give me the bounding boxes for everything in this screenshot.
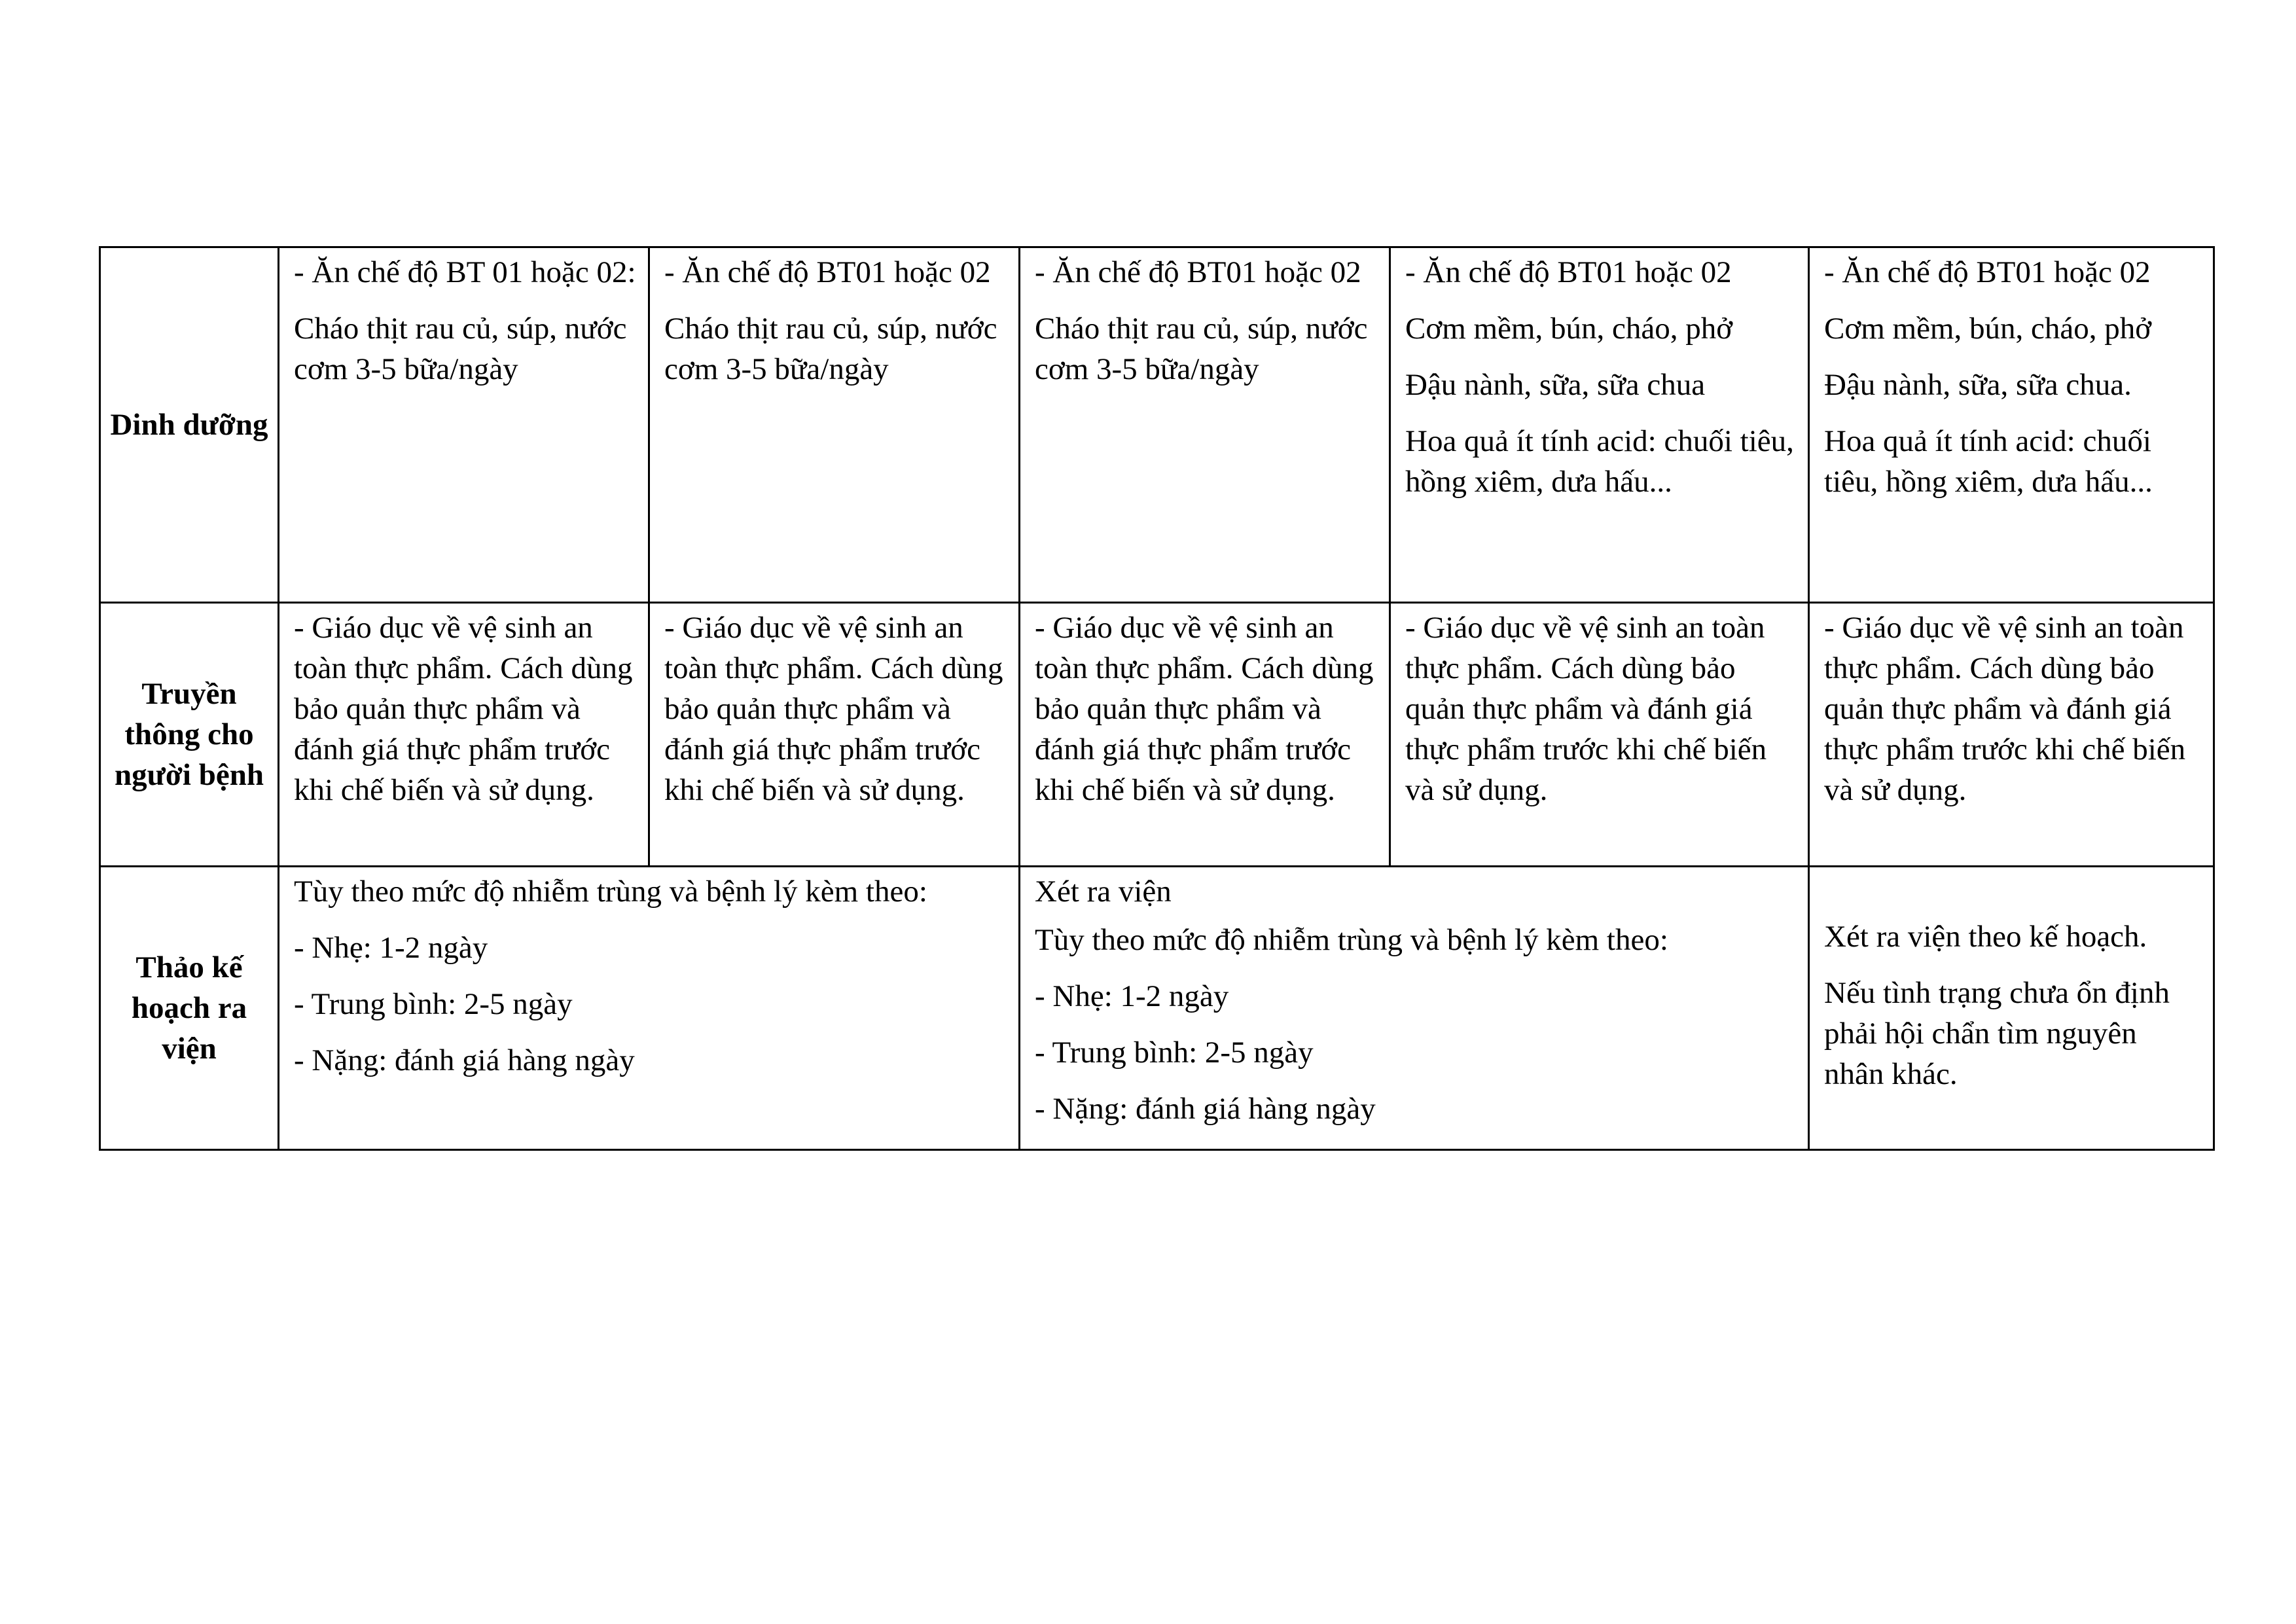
cell-paragraph: - Trung bình: 2-5 ngày [294, 987, 573, 1021]
cell-paragraph: - Nặng: đánh giá hàng ngày [1035, 1092, 1376, 1126]
communication-cell-3: - Giáo dục về vệ sinh an toàn thực phẩm. Cách dùng bảo quản thực phẩm và đánh giá thực phẩm trước khi chế biến và sử dụng. [1020, 603, 1390, 867]
table-row-communication [100, 603, 2214, 867]
cell-paragraph: Tùy theo mức độ nhiễm trùng và bệnh lý kèm theo: [294, 875, 927, 909]
cell-paragraph: Xét ra viện theo kế hoạch. [1824, 920, 2147, 954]
nutrition-cell-3 [1020, 247, 1390, 603]
row-header-communication: Truyền thông cho người bệnh [100, 603, 279, 867]
cell-paragraph: Cơm mềm, bún, cháo, phở [1405, 312, 1733, 346]
cell-paragraph: - Nhẹ: 1-2 ngày [294, 931, 488, 965]
cell-paragraph: Nếu tình trạng chưa ổn định phải hội chẩn tìm nguyên nhân khác. [1824, 976, 2170, 1091]
cell-paragraph: - Ăn chế độ BT01 hoặc 02 [1824, 255, 2151, 289]
table-row-discharge-plan [100, 867, 2214, 1150]
cell-paragraph: Cháo thịt rau củ, súp, nước cơm 3-5 bữa/ngày [1035, 312, 1368, 386]
nutrition-cell-5 [1809, 247, 2214, 603]
cell-paragraph: Hoa quả ít tính acid: chuối tiêu, hồng xiêm, dưa hấu... [1405, 424, 1794, 499]
cell-paragraph: Cháo thịt rau củ, súp, nước cơm 3-5 bữa/ngày [664, 312, 997, 386]
communication-cell-2: - Giáo dục về vệ sinh an toàn thực phẩm. Cách dùng bảo quản thực phẩm và đánh giá thực phẩm trước khi chế biến và sử dụng. [649, 603, 1020, 867]
communication-cell-5: - Giáo dục về vệ sinh an toàn thực phẩm. Cách dùng bảo quản thực phẩm và đánh giá thực phẩm trước khi chế biến và sử dụng. [1809, 603, 2214, 867]
cell-paragraph: - Ăn chế độ BT01 hoặc 02 [1035, 255, 1361, 289]
row-header-nutrition: Dinh dưỡng [100, 247, 279, 603]
discharge-cell-3 [1809, 867, 2214, 1150]
cell-paragraph: Cơm mềm, bún, cháo, phở [1824, 312, 2152, 346]
communication-cell-1: - Giáo dục về vệ sinh an toàn thực phẩm. Cách dùng bảo quản thực phẩm và đánh giá thực phẩm trước khi chế biến và sử dụng. [279, 603, 649, 867]
row-header-discharge-plan: Thảo kế hoạch ra viện [100, 867, 279, 1150]
cell-paragraph: Tùy theo mức độ nhiễm trùng và bệnh lý kèm theo: [1035, 923, 1668, 957]
table-row-nutrition [100, 247, 2214, 603]
cell-paragraph: - Ăn chế độ BT01 hoặc 02 [1405, 255, 1732, 289]
communication-cell-4: - Giáo dục về vệ sinh an toàn thực phẩm. Cách dùng bảo quản thực phẩm và đánh giá thực phẩm trước khi chế biến và sử dụng. [1390, 603, 1809, 867]
nutrition-cell-2 [649, 247, 1020, 603]
cell-paragraph: - Ăn chế độ BT 01 hoặc 02: [294, 255, 636, 289]
cell-paragraph: Đậu nành, sữa, sữa chua. [1824, 368, 2132, 402]
discharge-cell-2 [1020, 867, 1809, 1150]
cell-paragraph: - Ăn chế độ BT01 hoặc 02 [664, 255, 991, 289]
nutrition-cell-1 [279, 247, 649, 603]
nutrition-cell-4 [1390, 247, 1809, 603]
cell-paragraph: Đậu nành, sữa, sữa chua [1405, 368, 1706, 402]
discharge-cell-1 [279, 867, 1020, 1150]
cell-paragraph: - Nhẹ: 1-2 ngày [1035, 979, 1229, 1013]
cell-paragraph: Xét ra viện [1035, 875, 1172, 909]
cell-paragraph: - Nặng: đánh giá hàng ngày [294, 1043, 635, 1077]
cell-paragraph: - Trung bình: 2-5 ngày [1035, 1036, 1314, 1070]
cell-paragraph: Cháo thịt rau củ, súp, nước cơm 3-5 bữa/ngày [294, 312, 627, 386]
care-plan-table [99, 246, 2215, 1151]
cell-paragraph: Hoa quả ít tính acid: chuối tiêu, hồng xiêm, dưa hấu... [1824, 424, 2153, 499]
